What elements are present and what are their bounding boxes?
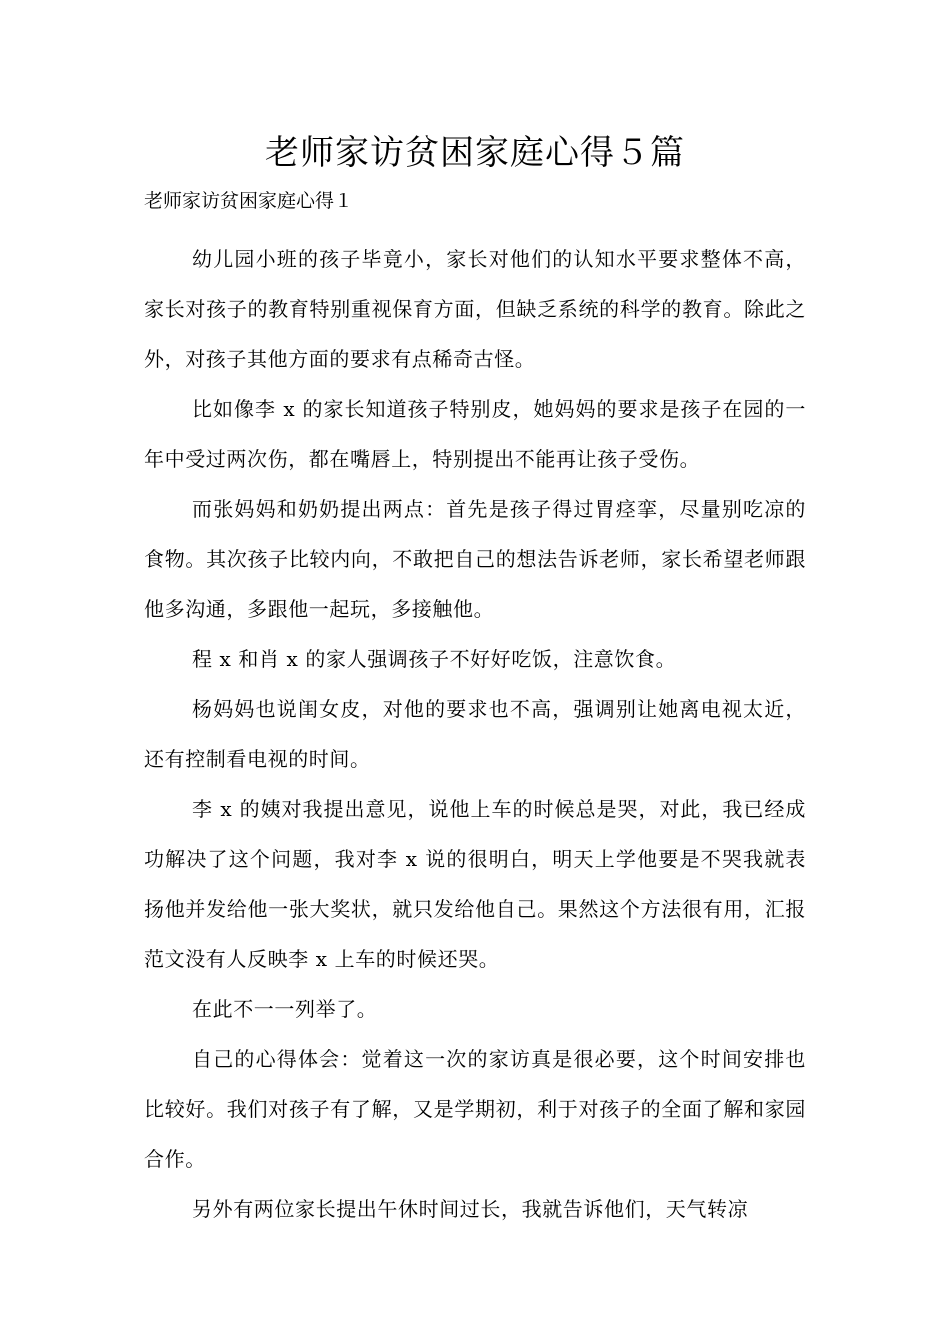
paragraph: 比如像李 x 的家长知道孩子特别皮，她妈妈的要求是孩子在园的一年中受过两次伤，都在嘴唇上，特别提出不能再让孩子受伤。	[144, 397, 806, 471]
paragraph: 另外有两位家长提出午休时间过长，我就告诉他们，天气转凉	[192, 1197, 749, 1221]
paragraph: 李 x 的姨对我提出意见，说他上车的时候总是哭，对此，我已经成功解决了这个问题，我对李 x 说的很明白，明天上学他要是不哭我就表扬他并发给他一张大奖状，就只发给他自己。果然这个方法很有用，汇报范文没有人反映李 x 上车的时候还哭。	[144, 797, 806, 971]
paragraph: 在此不一一列举了。	[192, 997, 378, 1021]
paragraph: 自己的心得体会：觉着这一次的家访真是很必要，这个时间安排也比较好。我们对孩子有了解，又是学期初，利于对孩子的全面了解和家园合作。	[144, 1047, 806, 1171]
paragraph: 而张妈妈和奶奶提出两点：首先是孩子得过胃痉挛，尽量别吃凉的食物。其次孩子比较内向，不敢把自己的想法告诉老师，家长希望老师跟他多沟通，多跟他一起玩，多接触他。	[144, 497, 806, 621]
paragraph: 杨妈妈也说闺女皮，对他的要求也不高，强调别让她离电视太近，还有控制看电视的时间。	[144, 697, 806, 771]
section-heading: 老师家访贫困家庭心得１	[144, 190, 354, 212]
document-title: 老师家访贫困家庭心得５篇	[265, 133, 685, 173]
document-body	[144, 234, 806, 1234]
paragraph: 程 x 和肖 x 的家人强调孩子不好好吃饭，注意饮食。	[192, 647, 677, 671]
paragraph: 幼儿园小班的孩子毕竟小，家长对他们的认知水平要求整体不高，家长对孩子的教育特别重视保育方面，但缺乏系统的科学的教育。除此之外，对孩子其他方面的要求有点稀奇古怪。	[144, 247, 806, 371]
